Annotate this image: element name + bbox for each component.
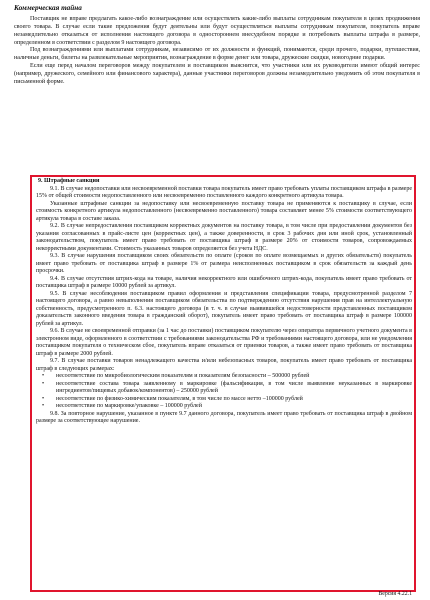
list-item-text: несоответствие по микробиологическим показателям и показателям безопасности – 500000 рублей [56,373,310,379]
intro-paragraph: Если еще перед началом переговоров между покупателем и поставщиком выяснится, что участники или их руководители имеют общий интерес (например, дружеского, семейного или финансового характера), данные участники переговоров должны незамедлительно уведомить об этом покупателя в письменной форме. [14,63,420,85]
clause-paragraph: 9.7. В случае поставки товаров ненадлежащего качества и/или небезопасных товаров, покупатель имеет право требовать от поставщика штраф в следующих размерах: [36,358,412,372]
clause-paragraph: 9.6. В случае не своевременной отправки (за 1 час до поставки) поставщиком покупателю через оператора первичного учетного документа в электронном виде, оформленного в соответствии с требованиями законодательства РФ и требованиями настоящего договора, или не уведомления поставщиком покупателя о техническом сбое, покупатель вправе отказаться от приемки товаров, а также имеет право требовать от поставщика штраф в размере 2000 рублей. [36,328,412,357]
confidentiality-header: Коммерческая тайна [14,4,82,12]
bullet-icon: • [42,373,45,379]
list-item-text: несоответствие по физико-химическим показателям, в том числе по массе нетто –100000 рублей [56,395,303,402]
intro-text [14,16,420,87]
clause-paragraph: 9.1. В случае недопоставки или несвоевременной поставки товара покупатель имеет право требовать уплаты поставщиком штрафа в размере 15% от общей стоимости недопоставленного или несвоевременно поставленного каждого конкретного артикула товара. [36,185,412,199]
list-item [36,403,412,411]
list-item [36,396,412,404]
list-item [36,381,412,396]
clause-paragraph: 9.2. В случае непредоставления поставщиком корректных документов на поставку товара, в том числе при предоставлении документов без указания согласованных в прайс-листе цен (корректных цен), а также доверенности, в срок 3 рабочих дня или иной срок, установленный законодательством, покупатель имеет право требовать от поставщика штраф в размере 20% от стоимости товаров, сопровождаемых некорректными документами. Стоимость указанных товаров определяется без учета НДС. [36,223,412,252]
clause-paragraph: 9.8. За повторное нарушение, указанное в пункте 9.7 данного договора, покупатель имеет право требовать от поставщика штраф в двойном размере за соответствующее нарушение. [36,410,412,424]
clause-paragraph: 9.3. В случае нарушения поставщиком своих обязательств по оплате (сроков по оплате возмещаемых и других обязательств) покупатель имеет право требовать от поставщика штраф в размере 1% от размера неисполненных поставщиком в срок обязательств за каждый день просрочки. [36,253,412,274]
intro-paragraph: Под вознаграждениями или выплатами сотрудникам, независимо от их должности и функций, понимаются, среди прочего, подарки, путешествия, наличные деньги, билеты на развлекательные мероприятия, вознаграждение в форме денег или товара, дружеские скидки, новогодние подарки. [14,47,420,62]
bullet-icon: • [42,403,45,409]
clause-paragraph: 9.5. В случае несоблюдения поставщиком правил оформления и представления спецификации товара, предусмотренной разделом 7 настоящего договора, а равно невыполнения поставщиком обязательства по подтверждению отсутствия нарушения прав на интеллектуальную собственность, предусмотренного п. 6.3. настоящего договора (в т. ч. в случае выявившейся недостоверности представленных поставщиком доказательств законного введения товара в гражданский оборот), покупатель имеет право требовать от поставщика штраф в размере 100000 рублей за артикул. [36,290,412,327]
section-title: 9. Штрафные санкции [38,178,100,184]
list-item-text: несоответствие по маркировке/упаковке – 100000 рублей [56,403,202,409]
penalty-list [36,373,412,411]
clause-paragraph: Указанные штрафные санкции за недопоставку или несвоевременную поставку товара не применяются к поставщику в случае, если стоимость конкретного артикула недопоставленного (несвоевременно поставленного) товара составляет менее 5% стоимости соответствующего артикула товара в составе заказа. [36,200,412,222]
list-item-text: несоответствие состава товара заявленному в маркировке (фальсификация, в том числе выявление неуказанных в маркировке ингредиентов/пищевых добавок/компонентов) – 250000 рублей [56,380,412,394]
version-label: Версия 4.22.1 [378,591,412,597]
bullet-icon: • [42,395,45,402]
intro-paragraph: Поставщик не вправе предлагать какое-либо вознаграждение или осуществлять какие-либо выплаты сотрудникам покупателя в целях продвижения своего товара. В случае если такие предложения будут деятельны или будут осуществляться выплаты сотрудникам покупателя, покупатель вправе незамедлительно отказаться от исполнения настоящего договора в одностороннем внесудебном порядке и потребовать выплаты штрафа в размере, определенном в соответствии с разделом 9 настоящего договора. [14,16,420,46]
clause-paragraph: 9.4. В случае отсутствия штрих-кода на товаре, наличия некорректного или ошибочного штрих-кода, покупатель имеет право требовать от поставщика штраф в размере 10000 рублей за артикул. [36,275,412,289]
bullet-icon: • [42,380,45,387]
list-item [36,373,412,381]
penalties-section [36,178,412,426]
